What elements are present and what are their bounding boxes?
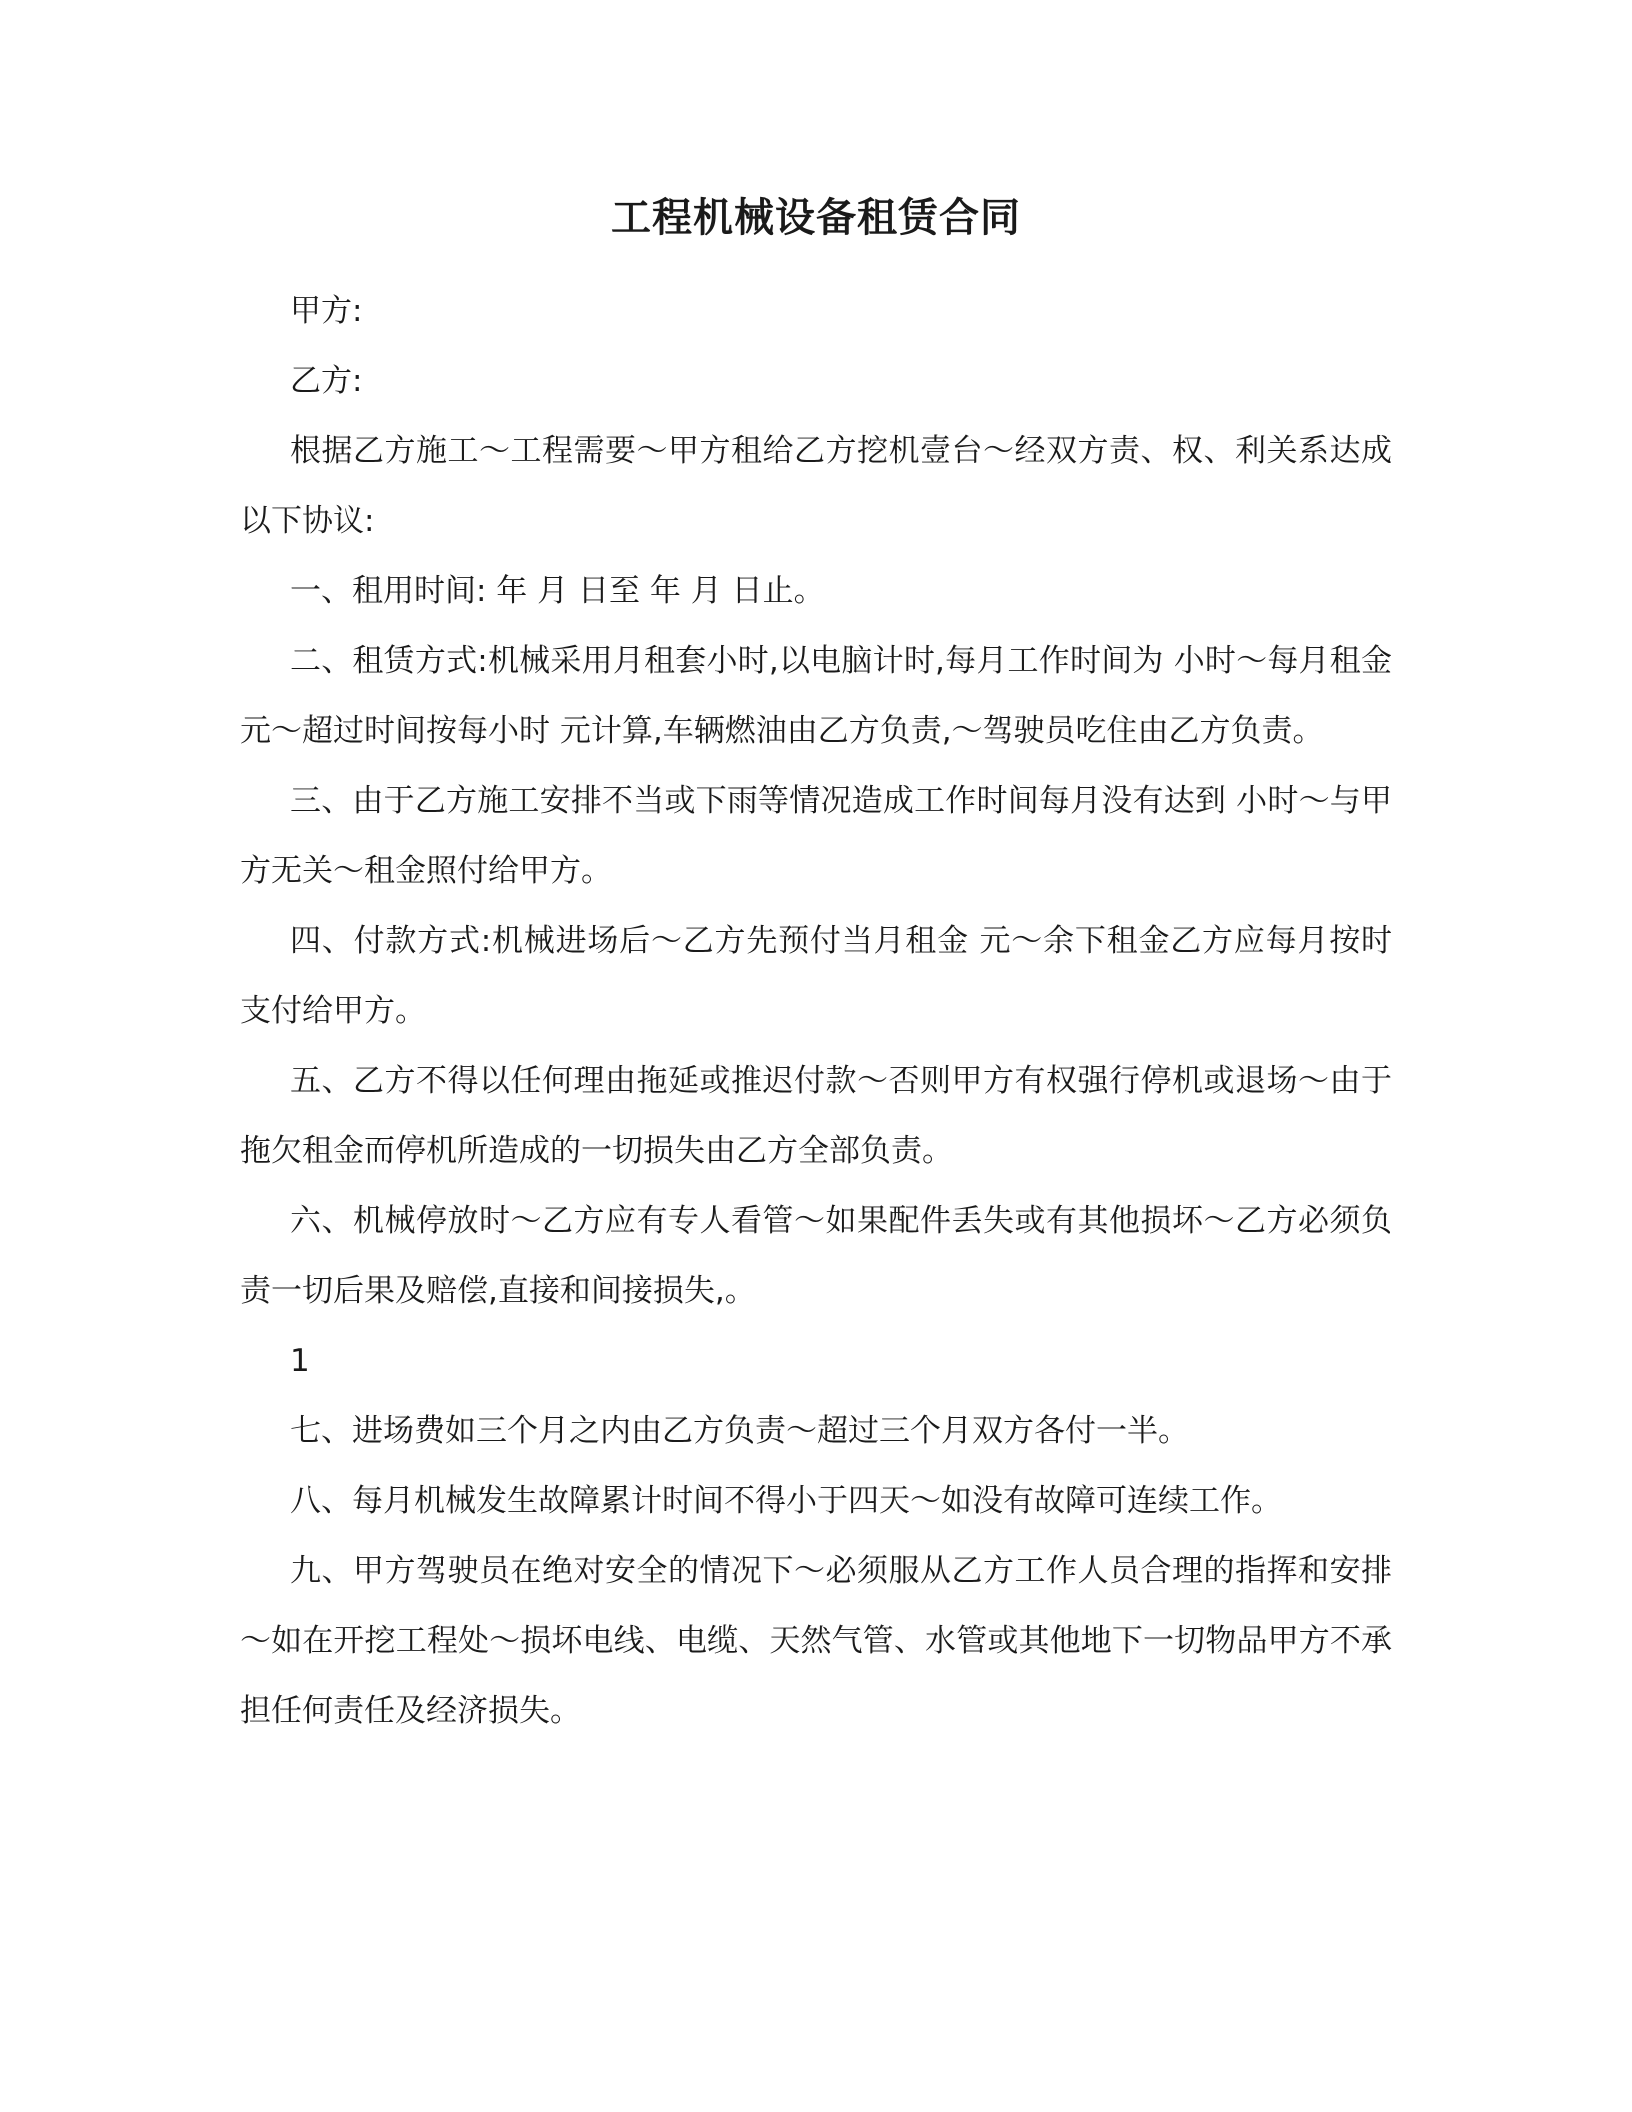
intro-paragraph: 根据乙方施工～工程需要～甲方租给乙方挖机壹台～经双方责、权、利关系达成以下协议: — [240, 433, 1392, 539]
clause-7: 七、进场费如三个月之内由乙方负责～超过三个月双方各付一半。 — [290, 1413, 1189, 1449]
page-number: 1 — [290, 1343, 310, 1379]
clause-8: 八、每月机械发生故障累计时间不得小于四天～如没有故障可连续工作。 — [290, 1483, 1282, 1519]
contract-body — [240, 276, 1392, 1746]
clause-6: 六、机械停放时～乙方应有专人看管～如果配件丢失或有其他损坏～乙方必须负责一切后果及赔偿,直接和间接损失,。 — [240, 1203, 1392, 1309]
clause-5: 五、乙方不得以任何理由拖延或推迟付款～否则甲方有权强行停机或退场～由于拖欠租金而停机所造成的一切损失由乙方全部负责。 — [240, 1063, 1392, 1169]
party-b-line: 乙方: — [290, 363, 363, 399]
document-title: 工程机械设备租赁合同 — [611, 195, 1021, 241]
party-a-line: 甲方: — [290, 293, 363, 329]
clause-3: 三、由于乙方施工安排不当或下雨等情况造成工作时间每月没有达到 小时～与甲方无关～租金照付给甲方。 — [240, 783, 1392, 889]
clause-9: 九、甲方驾驶员在绝对安全的情况下～必须服从乙方工作人员合理的指挥和安排～如在开挖工程处～损坏电线、电缆、天然气管、水管或其他地下一切物品甲方不承担任何责任及经济损失。 — [240, 1553, 1392, 1729]
clause-2: 二、租赁方式:机械采用月租套小时,以电脑计时,每月工作时间为 小时～每月租金 元～超过时间按每小时 元计算,车辆燃油由乙方负责,～驾驶员吃住由乙方负责。 — [240, 643, 1392, 749]
clause-4: 四、付款方式:机械进场后～乙方先预付当月租金 元～余下租金乙方应每月按时支付给甲方。 — [240, 923, 1392, 1029]
clause-1: 一、租用时间: 年 月 日至 年 月 日止。 — [290, 573, 825, 609]
